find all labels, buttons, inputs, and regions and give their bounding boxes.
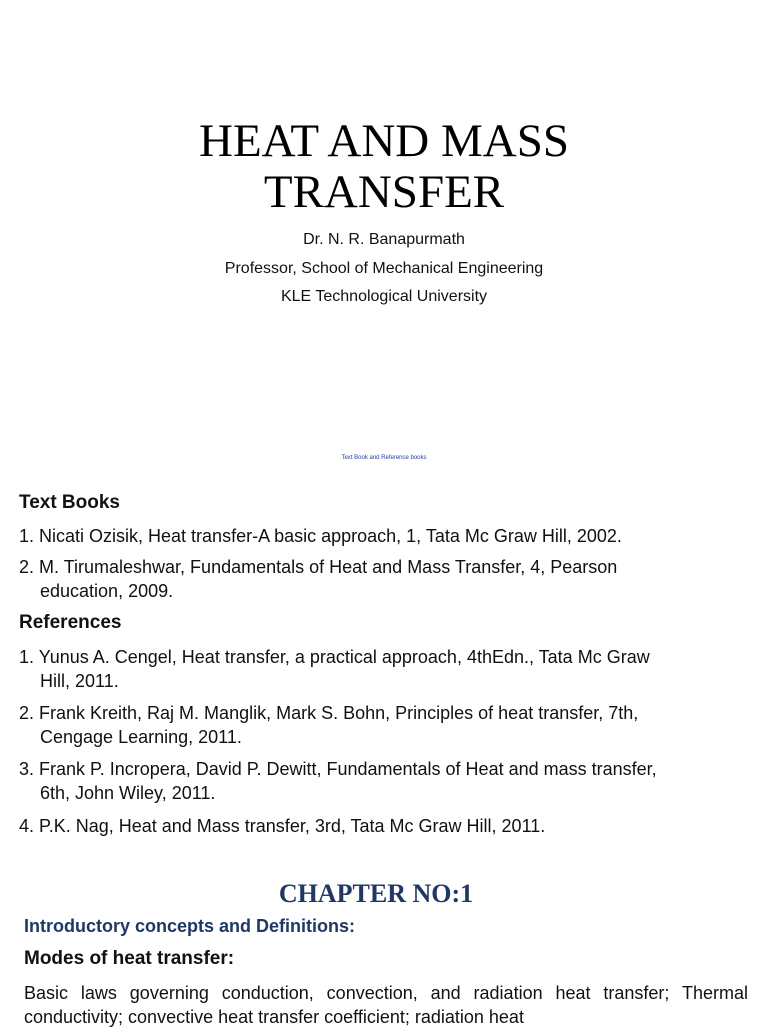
author-university: KLE Technological University — [280, 288, 488, 305]
item-text: Frank P. Incropera, David P. Dewitt, Fundamentals of Heat and mass transfer, — [34, 759, 657, 779]
item-text-continued: Cengage Learning, 2011. — [40, 727, 242, 747]
reference-item — [19, 814, 752, 838]
item-number: 4. — [19, 816, 35, 836]
item-number: 2. — [19, 703, 35, 723]
reference-item — [19, 701, 752, 749]
reference-item — [19, 645, 752, 693]
author-name: Dr. N. R. Banapurmath — [303, 231, 465, 248]
item-number: 1. — [19, 647, 35, 667]
item-number: 2. — [19, 557, 35, 577]
item-text-continued: Hill, 2011. — [40, 671, 119, 691]
item-text-continued: education, 2009. — [40, 581, 174, 601]
text-book-reference-link[interactable]: Text Book and Reference books — [341, 455, 427, 461]
text-books-heading: Text Books — [19, 492, 121, 513]
item-text-continued: 6th, John Wiley, 2011. — [40, 783, 216, 803]
text-book-item — [19, 555, 752, 603]
document-title-line-2: TRANSFER — [263, 166, 505, 218]
modes-heading: Modes of heat transfer: — [24, 948, 235, 969]
item-text: Nicati Ozisik, Heat transfer-A basic approach, 1, Tata Mc Graw Hill, 2002. — [34, 526, 622, 546]
intro-heading: Introductory concepts and Definitions: — [24, 916, 356, 936]
item-number: 3. — [19, 759, 35, 779]
chapter-title: CHAPTER NO:1 — [278, 879, 474, 908]
document-title-line-1: HEAT AND MASS — [199, 115, 569, 167]
text-book-item — [19, 524, 752, 548]
item-text: P.K. Nag, Heat and Mass transfer, 3rd, Tata Mc Graw Hill, 2011. — [34, 816, 546, 836]
item-number: 1. — [19, 526, 35, 546]
item-text: Frank Kreith, Raj M. Manglik, Mark S. Bohn, Principles of heat transfer, 7th, — [34, 703, 639, 723]
item-text: Yunus A. Cengel, Heat transfer, a practical approach, 4thEdn., Tata Mc Graw — [34, 647, 650, 667]
item-text: M. Tirumaleshwar, Fundamentals of Heat and Mass Transfer, 4, Pearson — [34, 557, 618, 577]
chapter-body-text: Basic laws governing conduction, convection, and radiation heat transfer; Thermal conductivity; convective heat transfer coefficient; radiation heat — [24, 983, 748, 1027]
author-position: Professor, School of Mechanical Engineering — [224, 260, 544, 277]
reference-item — [19, 757, 752, 805]
references-heading: References — [19, 612, 122, 633]
